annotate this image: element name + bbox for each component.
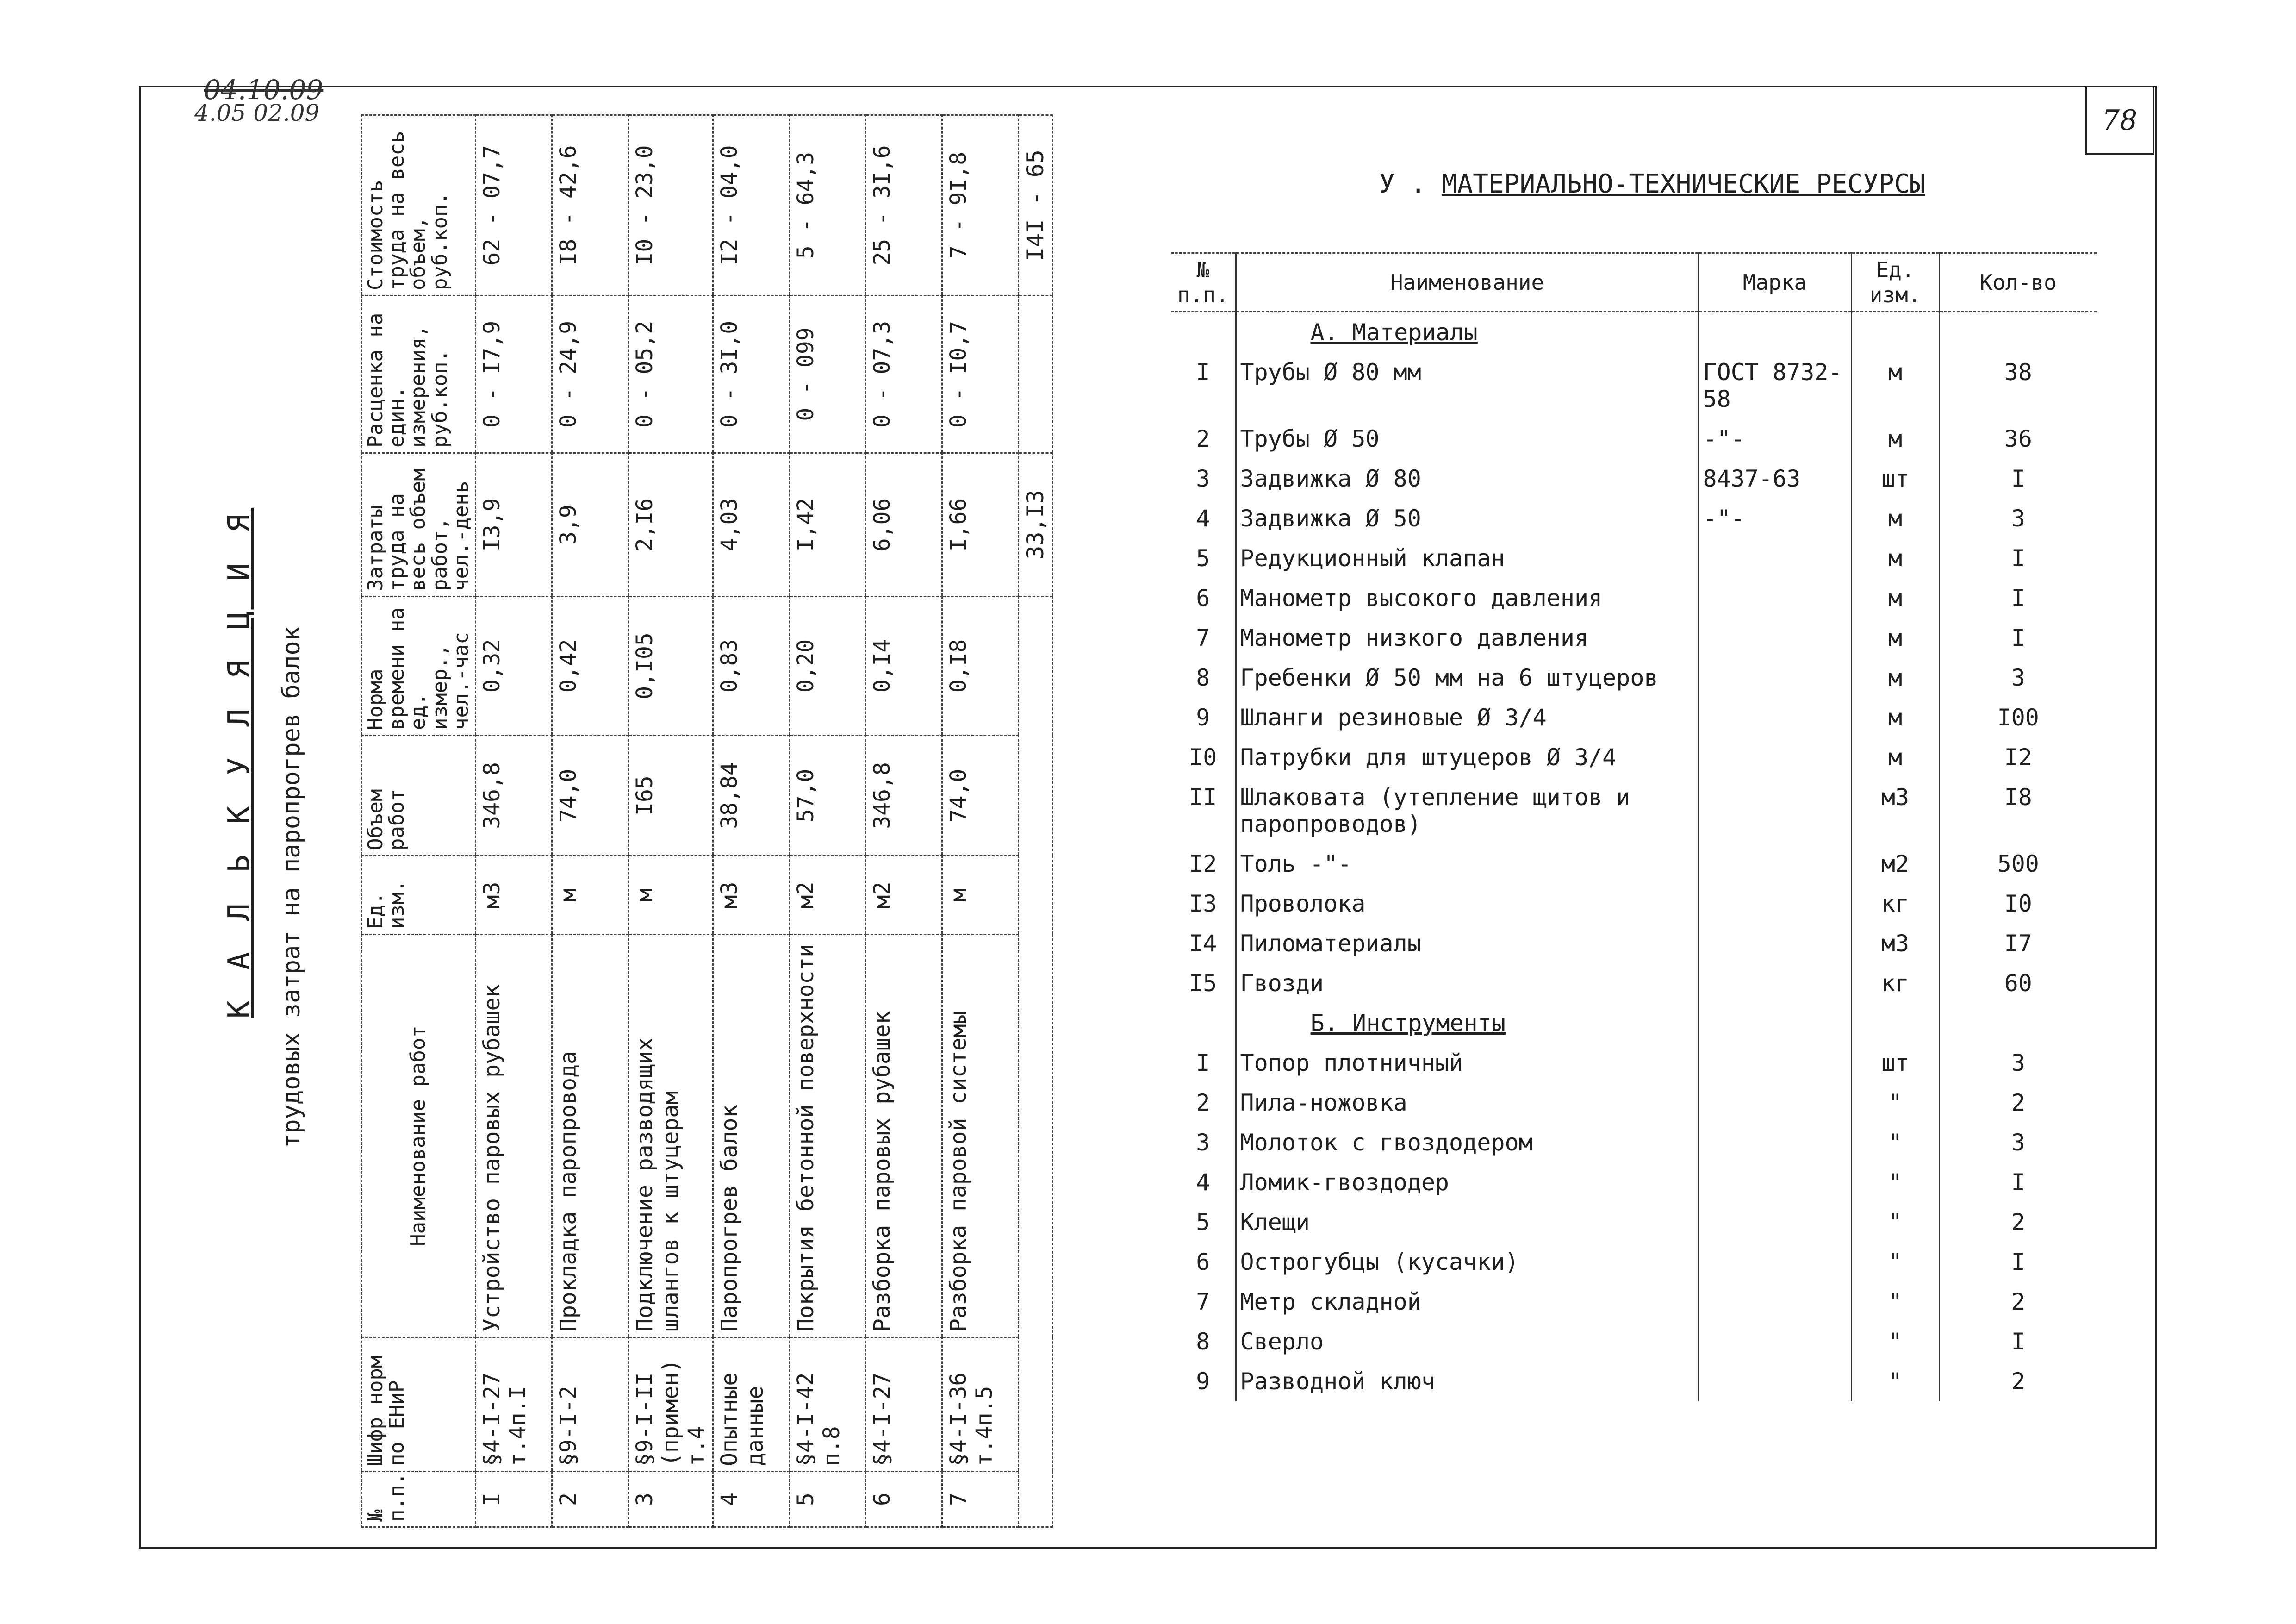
res-cell-unit: " [1851, 1202, 1939, 1242]
res-cell-name: Шлаковата (утепление щитов и паропроводов) [1236, 777, 1699, 844]
group-a-label: А. Материалы [1310, 319, 1478, 346]
calc-cell-rate: 0 - 07,3 [865, 296, 942, 453]
group-a-row [1171, 312, 2097, 353]
calc-cell-unit: м2 [789, 856, 865, 935]
calculation-row [942, 115, 1018, 1527]
calc-cell-cost: 62 - 07,7 [475, 115, 552, 296]
calc-cell-cost: 7 - 9I,8 [942, 115, 1018, 296]
res-cell-n: 4 [1196, 505, 1210, 532]
resources-table [1171, 252, 2097, 1401]
res-cell-mark [1699, 1123, 1851, 1162]
res-cell-unit: " [1851, 1123, 1939, 1162]
res-cell-qty: I8 [1939, 777, 2097, 844]
res-cell-unit: м [1851, 618, 1939, 658]
res-cell-unit: " [1851, 1242, 1939, 1282]
res-cell-mark [1699, 777, 1851, 844]
res-col-qty: Кол-во [1939, 253, 2097, 312]
res-cell-name: Задвижка Ø 50 [1236, 499, 1699, 538]
res-cell-mark [1699, 737, 1851, 777]
resource-row [1171, 578, 2097, 618]
calc-cell-name: Подключение разводящих шлангов к штуцерам [628, 935, 713, 1337]
res-cell-name: Трубы Ø 80 мм [1236, 352, 1699, 419]
resource-row [1171, 538, 2097, 578]
res-col-mark: Марка [1699, 253, 1851, 312]
res-cell-n: 8 [1196, 664, 1210, 691]
res-cell-mark [1699, 1083, 1851, 1123]
res-cell-unit: " [1851, 1162, 1939, 1202]
res-cell-n: I4 [1189, 930, 1217, 957]
resource-row [1171, 844, 2097, 884]
calc-cell-code: §9-I-II (примен) т.4 [628, 1337, 713, 1472]
res-cell-name: Топор плотничный [1236, 1043, 1699, 1083]
calc-cell-volume: 74,0 [942, 736, 1018, 856]
calculation-total-row [1018, 115, 1052, 1527]
calc-cell-n: 3 [628, 1472, 713, 1527]
res-cell-name: Толь -"- [1236, 844, 1699, 884]
resource-row [1171, 884, 2097, 924]
resource-row [1171, 1123, 2097, 1162]
res-cell-n: 7 [1196, 625, 1210, 651]
res-cell-qty: 2 [1939, 1202, 2097, 1242]
calc-cell-cost: 25 - 3I,6 [865, 115, 942, 296]
calculation-row [789, 115, 865, 1527]
res-cell-unit: м [1851, 499, 1939, 538]
calc-cell-name: Разборка паровой системы [942, 935, 1018, 1337]
res-cell-qty: I [1939, 1242, 2097, 1282]
res-cell-n: 9 [1196, 704, 1210, 731]
res-cell-n: I [1196, 359, 1210, 386]
group-b-row [1171, 1003, 2097, 1043]
calc-cell-unit: м [942, 856, 1018, 935]
res-cell-unit: " [1851, 1282, 1939, 1322]
res-cell-mark: 8437-63 [1699, 459, 1851, 499]
res-cell-name: Клещи [1236, 1202, 1699, 1242]
calc-cell-labor: 6,06 [865, 453, 942, 597]
resource-row [1171, 1322, 2097, 1362]
res-cell-mark [1699, 618, 1851, 658]
resource-row [1171, 1162, 2097, 1202]
res-cell-n: 8 [1196, 1328, 1210, 1355]
resources-title-prefix: У . [1379, 169, 1426, 199]
calc-cell-n: 7 [942, 1472, 1018, 1527]
col-header-labor: Затраты труда на весь объем работ, чел.-день [362, 453, 476, 597]
res-cell-unit: шт [1851, 459, 1939, 499]
calc-cell-norm: 0,42 [552, 597, 628, 736]
calc-cell-name: Разборка паровых рубашек [865, 935, 942, 1337]
res-cell-qty: I2 [1939, 737, 2097, 777]
res-cell-unit: м [1851, 419, 1939, 459]
resource-row [1171, 1242, 2097, 1282]
calculation-row [628, 115, 713, 1527]
resource-row [1171, 1202, 2097, 1242]
resource-row [1171, 698, 2097, 737]
res-cell-name: Трубы Ø 50 [1236, 419, 1699, 459]
calc-cell-rate: 0 - 24,9 [552, 296, 628, 453]
calc-cell-cost: I8 - 42,6 [552, 115, 628, 296]
calc-cell-code: §4-I-27 [865, 1337, 942, 1472]
res-cell-mark [1699, 538, 1851, 578]
res-cell-n: 6 [1196, 585, 1210, 612]
calc-cell-unit: м3 [475, 856, 552, 935]
res-cell-qty: 38 [1939, 352, 2097, 419]
res-cell-n: 9 [1196, 1368, 1210, 1395]
res-cell-qty: I0 [1939, 884, 2097, 924]
res-cell-name: Пила-ножовка [1236, 1083, 1699, 1123]
res-cell-qty: 2 [1939, 1282, 2097, 1322]
calc-cell-rate: 0 - 099 [789, 296, 865, 453]
resources-title-text: МАТЕРИАЛЬНО-ТЕХНИЧЕСКИЕ РЕСУРСЫ [1441, 169, 1926, 199]
group-a-title [1236, 312, 1699, 353]
calc-cell-labor: I,66 [942, 453, 1018, 597]
calculation-subtitle: трудовых затрат на паропрогрев балок [278, 626, 305, 1148]
resource-row [1171, 1282, 2097, 1322]
group-b-title [1236, 1003, 1699, 1043]
calc-cell-cost: I0 - 23,0 [628, 115, 713, 296]
res-cell-qty: I7 [1939, 924, 2097, 963]
calc-cell-norm: 0,I4 [865, 597, 942, 736]
calculation-row [865, 115, 942, 1527]
res-cell-mark [1699, 578, 1851, 618]
resources-header-row [1171, 253, 2097, 312]
res-cell-unit: шт [1851, 1043, 1939, 1083]
res-cell-mark: ГОСТ 8732-58 [1699, 352, 1851, 419]
res-cell-unit: м [1851, 538, 1939, 578]
calc-cell-labor: 3,9 [552, 453, 628, 597]
printed-code: 4.05 02.09 [194, 100, 320, 126]
res-cell-name: Патрубки для штуцеров Ø 3/4 [1236, 737, 1699, 777]
res-cell-n: I2 [1189, 850, 1217, 877]
res-cell-mark [1699, 1282, 1851, 1322]
res-cell-mark [1699, 963, 1851, 1003]
total-labor: 33,I3 [1018, 453, 1052, 597]
resource-row [1171, 924, 2097, 963]
res-cell-n: I3 [1189, 890, 1217, 917]
res-cell-n: II [1189, 784, 1217, 811]
res-cell-qty: I [1939, 618, 2097, 658]
res-cell-mark [1699, 844, 1851, 884]
calc-cell-code: §4-I-27 т.4п.I [475, 1337, 552, 1472]
res-cell-qty: I [1939, 1162, 2097, 1202]
res-cell-mark [1699, 924, 1851, 963]
calc-cell-rate: 0 - I7,9 [475, 296, 552, 453]
res-cell-name: Редукционный клапан [1236, 538, 1699, 578]
calc-cell-n: 4 [713, 1472, 789, 1527]
resource-row [1171, 419, 2097, 459]
res-cell-unit: " [1851, 1322, 1939, 1362]
res-cell-unit: кг [1851, 963, 1939, 1003]
calculation-row [552, 115, 628, 1527]
calculation-row [475, 115, 552, 1527]
calc-cell-unit: м [552, 856, 628, 935]
resources-title [1379, 169, 1925, 199]
col-header-unit: Ед. изм. [362, 856, 476, 935]
calculation-table-wrapper [361, 116, 1064, 1528]
res-cell-n: 3 [1196, 1129, 1210, 1156]
calc-cell-name: Устройство паровых рубашек [475, 935, 552, 1337]
calc-cell-code: §4-I-36 т.4п.5 [942, 1337, 1018, 1472]
res-cell-name: Молоток с гвоздодером [1236, 1123, 1699, 1162]
calc-cell-norm: 0,83 [713, 597, 789, 736]
calc-cell-rate: 0 - 05,2 [628, 296, 713, 453]
handwritten-code: 04.10.09 [204, 74, 324, 106]
calc-cell-n: 2 [552, 1472, 628, 1527]
res-cell-n: 7 [1196, 1288, 1210, 1315]
calc-cell-norm: 0,20 [789, 597, 865, 736]
calc-cell-n: 6 [865, 1472, 942, 1527]
res-cell-mark [1699, 658, 1851, 698]
res-cell-name: Шланги резиновые Ø 3/4 [1236, 698, 1699, 737]
calc-cell-name: Прокладка паропровода [552, 935, 628, 1337]
res-cell-unit: м [1851, 352, 1939, 419]
res-cell-n: 5 [1196, 1209, 1210, 1236]
calc-cell-norm: 0,I05 [628, 597, 713, 736]
sheet-number: 78 [2085, 86, 2154, 155]
col-header-volume: Объем работ [362, 736, 476, 856]
calc-cell-code: §9-I-2 [552, 1337, 628, 1472]
calc-cell-name: Паропрогрев балок [713, 935, 789, 1337]
calc-cell-n: 5 [789, 1472, 865, 1527]
res-cell-n: 5 [1196, 545, 1210, 572]
calc-cell-unit: м2 [865, 856, 942, 935]
res-cell-name: Ломик-гвоздодер [1236, 1162, 1699, 1202]
res-cell-unit: м [1851, 578, 1939, 618]
res-cell-unit: " [1851, 1362, 1939, 1401]
resource-row [1171, 963, 2097, 1003]
col-header-code: Шифр норм по ЕНиР [362, 1337, 476, 1472]
resource-row [1171, 499, 2097, 538]
calc-cell-code: Опытные данные [713, 1337, 789, 1472]
res-cell-mark: -"- [1699, 419, 1851, 459]
calc-cell-rate: 0 - I0,7 [942, 296, 1018, 453]
res-cell-n: 3 [1196, 465, 1210, 492]
res-cell-name: Проволока [1236, 884, 1699, 924]
calc-cell-cost: 5 - 64,3 [789, 115, 865, 296]
res-cell-unit: кг [1851, 884, 1939, 924]
res-cell-n: I5 [1189, 970, 1217, 997]
res-cell-name: Манометр низкого давления [1236, 618, 1699, 658]
calc-cell-cost: I2 - 04,0 [713, 115, 789, 296]
calc-cell-volume: 38,84 [713, 736, 789, 856]
calc-cell-labor: 2,I6 [628, 453, 713, 597]
calculation-table [361, 114, 1053, 1528]
res-cell-name: Гребенки Ø 50 мм на 6 штуцеров [1236, 658, 1699, 698]
calculation-row [713, 115, 789, 1527]
resource-row [1171, 459, 2097, 499]
res-cell-qty: 500 [1939, 844, 2097, 884]
res-cell-mark [1699, 1043, 1851, 1083]
res-cell-mark [1699, 1162, 1851, 1202]
res-cell-qty: I [1939, 1322, 2097, 1362]
res-cell-n: I0 [1189, 744, 1217, 771]
res-cell-mark [1699, 1322, 1851, 1362]
calc-cell-volume: 74,0 [552, 736, 628, 856]
resource-row [1171, 618, 2097, 658]
res-cell-name: Манометр высокого давления [1236, 578, 1699, 618]
resource-row [1171, 737, 2097, 777]
resource-row [1171, 1362, 2097, 1401]
res-cell-name: Разводной ключ [1236, 1362, 1699, 1401]
calc-cell-name: Покрытия бетонной поверхности [789, 935, 865, 1337]
col-header-rate: Расценка на един. измерения, руб.коп. [362, 296, 476, 453]
res-cell-name: Задвижка Ø 80 [1236, 459, 1699, 499]
res-cell-mark [1699, 698, 1851, 737]
res-cell-unit: " [1851, 1083, 1939, 1123]
res-cell-qty: 36 [1939, 419, 2097, 459]
calc-cell-unit: м3 [713, 856, 789, 935]
res-cell-name: Острогубцы (кусачки) [1236, 1242, 1699, 1282]
res-cell-unit: м3 [1851, 924, 1939, 963]
res-cell-qty: 2 [1939, 1083, 2097, 1123]
res-cell-n: 2 [1196, 425, 1210, 452]
calc-cell-volume: 346,8 [865, 736, 942, 856]
res-cell-unit: м [1851, 658, 1939, 698]
calc-cell-volume: 346,8 [475, 736, 552, 856]
resource-row [1171, 658, 2097, 698]
col-header-name: Наименование работ [362, 935, 476, 1337]
res-cell-mark [1699, 1202, 1851, 1242]
res-cell-qty: I [1939, 578, 2097, 618]
res-cell-qty: I00 [1939, 698, 2097, 737]
res-cell-unit: м [1851, 737, 1939, 777]
calc-cell-norm: 0,32 [475, 597, 552, 736]
res-cell-n: I [1196, 1049, 1210, 1076]
res-cell-unit: м2 [1851, 844, 1939, 884]
res-cell-mark [1699, 1362, 1851, 1401]
res-cell-unit: м3 [1851, 777, 1939, 844]
res-cell-name: Метр складной [1236, 1282, 1699, 1322]
res-cell-n: 6 [1196, 1249, 1210, 1275]
calculation-header-row [362, 115, 476, 1527]
res-cell-mark [1699, 1242, 1851, 1282]
calc-cell-labor: I3,9 [475, 453, 552, 597]
res-cell-qty: 3 [1939, 499, 2097, 538]
res-cell-qty: 60 [1939, 963, 2097, 1003]
res-col-n: № п.п. [1171, 253, 1236, 312]
calc-cell-n: I [475, 1472, 552, 1527]
res-cell-name: Сверло [1236, 1322, 1699, 1362]
calc-cell-labor: 4,03 [713, 453, 789, 597]
res-col-name: Наименование [1236, 253, 1699, 312]
res-cell-unit: м [1851, 698, 1939, 737]
calc-cell-code: §4-I-42 п.8 [789, 1337, 865, 1472]
res-cell-n: 2 [1196, 1089, 1210, 1116]
calculation-title: К А Л Ь К У Л Я Ц И Я [222, 507, 256, 1018]
resource-row [1171, 352, 2097, 419]
group-b-label: Б. Инструменты [1310, 1010, 1506, 1037]
res-cell-mark: -"- [1699, 499, 1851, 538]
res-cell-mark [1699, 884, 1851, 924]
resource-row [1171, 1043, 2097, 1083]
res-cell-qty: I [1939, 459, 2097, 499]
res-cell-qty: 3 [1939, 1123, 2097, 1162]
res-cell-n: 4 [1196, 1169, 1210, 1196]
calc-cell-labor: I,42 [789, 453, 865, 597]
calc-cell-unit: м [628, 856, 713, 935]
col-header-n: № п.п. [362, 1472, 476, 1527]
calc-cell-rate: 0 - 3I,0 [713, 296, 789, 453]
res-col-unit: Ед. изм. [1851, 253, 1939, 312]
res-cell-name: Пиломатериалы [1236, 924, 1699, 963]
res-cell-qty: 3 [1939, 658, 2097, 698]
calc-cell-norm: 0,I8 [942, 597, 1018, 736]
res-cell-name: Гвозди [1236, 963, 1699, 1003]
calc-cell-volume: I65 [628, 736, 713, 856]
total-cost: I4I - 65 [1018, 115, 1052, 296]
res-cell-qty: 2 [1939, 1362, 2097, 1401]
resource-row [1171, 777, 2097, 844]
calc-cell-volume: 57,0 [789, 736, 865, 856]
resource-row [1171, 1083, 2097, 1123]
res-cell-qty: 3 [1939, 1043, 2097, 1083]
col-header-norm: Норма времени на ед. измер., чел.-час [362, 597, 476, 736]
res-cell-qty: I [1939, 538, 2097, 578]
col-header-cost: Стоимость труда на весь объем, руб.коп. [362, 115, 476, 296]
